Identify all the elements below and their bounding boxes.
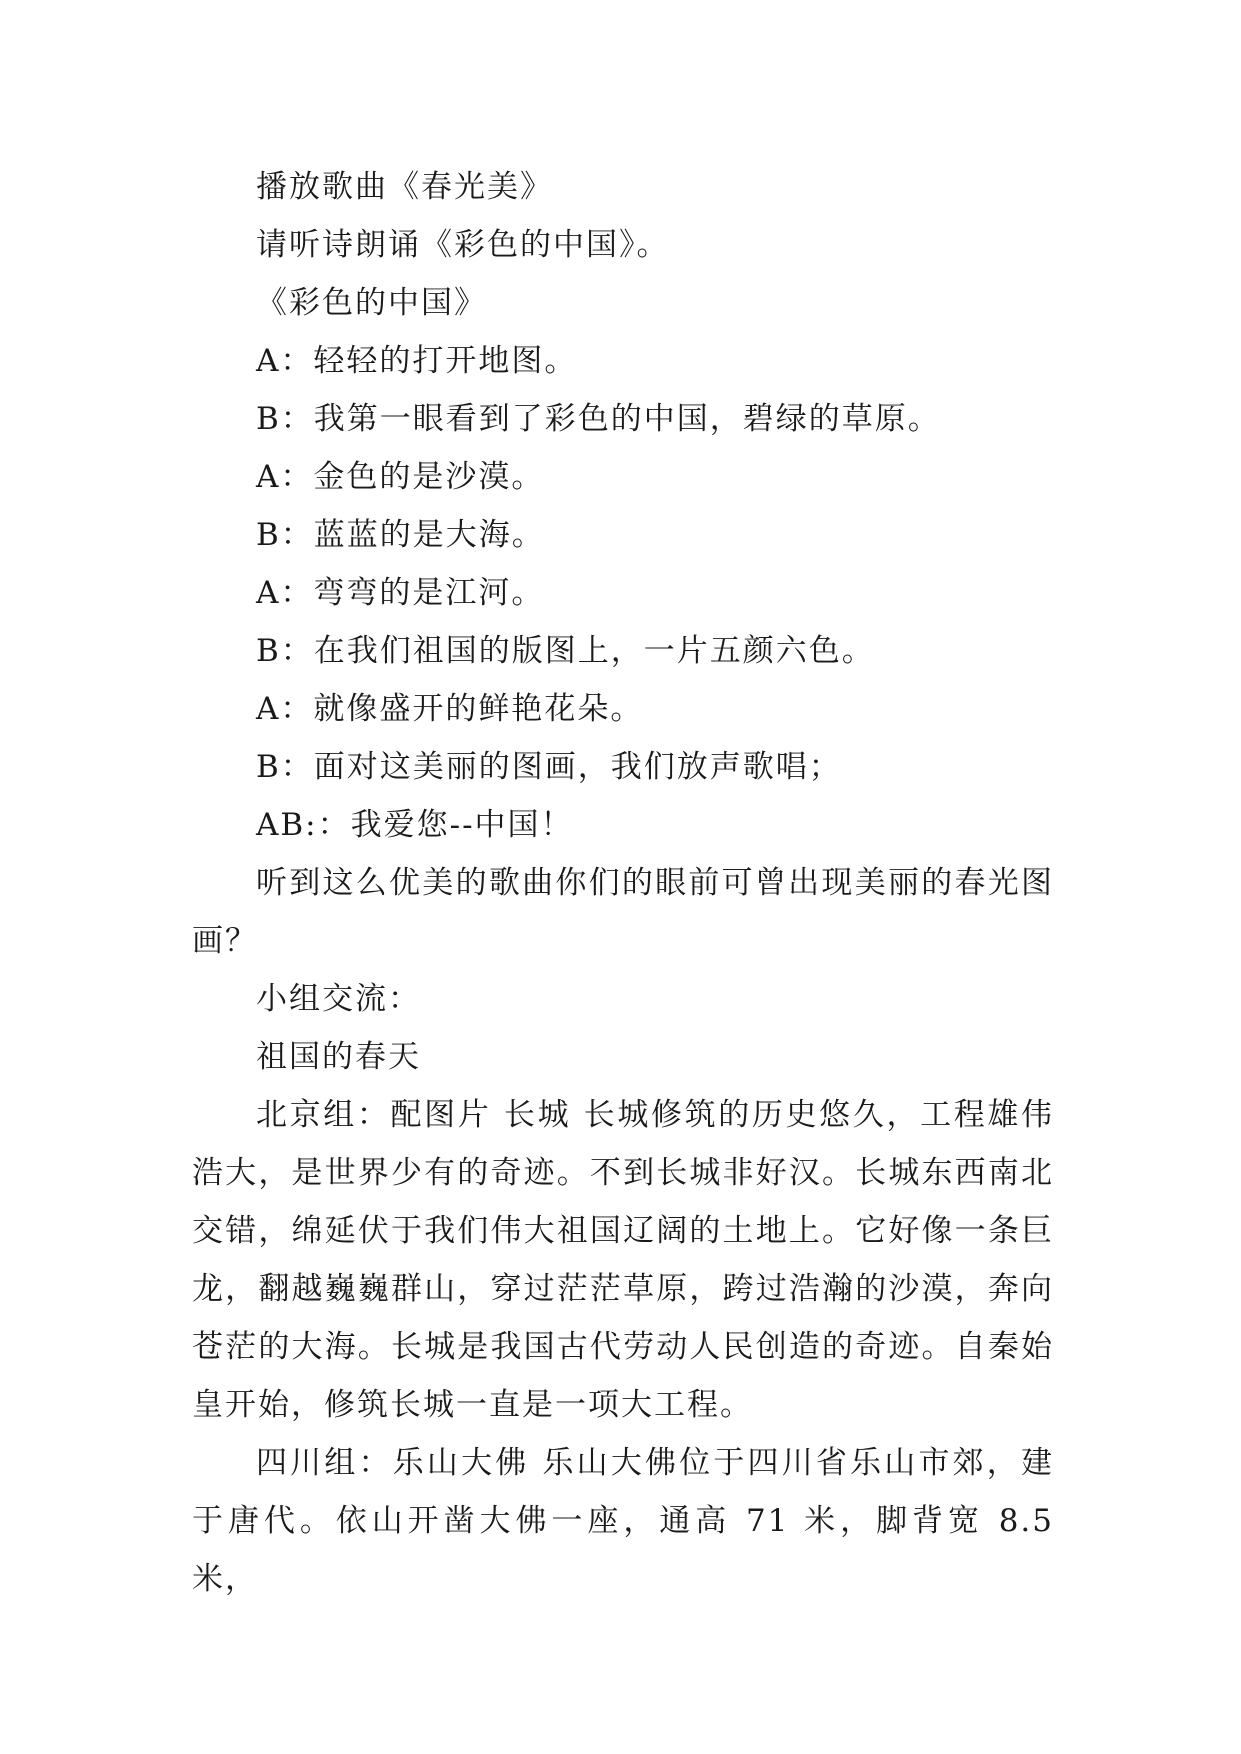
- poem-line: A：金色的是沙漠。: [256, 459, 545, 495]
- poem-line: B：面对这美丽的图画，我们放声歌唱；: [256, 749, 842, 785]
- poem-line: A：就像盛开的鲜艳花朵。: [256, 691, 644, 727]
- poem-line: A：轻轻的打开地图。: [256, 343, 578, 379]
- paragraph-play-song: 播放歌曲《春光美》: [256, 169, 553, 205]
- poem-title: 《彩色的中国》: [256, 285, 487, 321]
- poem-line: B：在我们祖国的版图上，一片五颜六色。: [256, 633, 875, 669]
- paragraph-group-discussion: 小组交流：: [256, 981, 421, 1017]
- poem-line: AB:：我爱您--中国！: [256, 807, 574, 843]
- poem-line: B：我第一眼看到了彩色的中国，碧绿的草原。: [256, 401, 941, 437]
- paragraph-sichuan-group: 四川组：乐山大佛 乐山大佛位于四川省乐山市郊，建于唐代。依山开凿大佛一座，通高 71 米，脚背宽 8.5 米，: [192, 1445, 1054, 1597]
- poem-line: A：弯弯的是江河。: [256, 575, 545, 611]
- paragraph-beijing-group: 北京组：配图片 长城 长城修筑的历史悠久，工程雄伟浩大，是世界少有的奇迹。不到长城非好汉。长城东西南北交错，绵延伏于我们伟大祖国辽阔的土地上。它好像一条巨龙，翻越巍巍群山，穿过茫茫草原，跨过浩瀚的沙漠，奔向苍茫的大海。长城是我国古代劳动人民创造的奇迹。自秦始皇开始，修筑长城一直是一项大工程。: [192, 1097, 1054, 1423]
- paragraph-question: 听到这么优美的歌曲你们的眼前可曾出现美丽的春光图画？: [192, 865, 1054, 959]
- paragraph-poem-intro: 请听诗朗诵《彩色的中国》。: [256, 227, 670, 263]
- document-page: [192, 158, 1054, 1608]
- section-heading: 祖国的春天: [256, 1039, 421, 1075]
- poem-line: B：蓝蓝的是大海。: [256, 517, 545, 553]
